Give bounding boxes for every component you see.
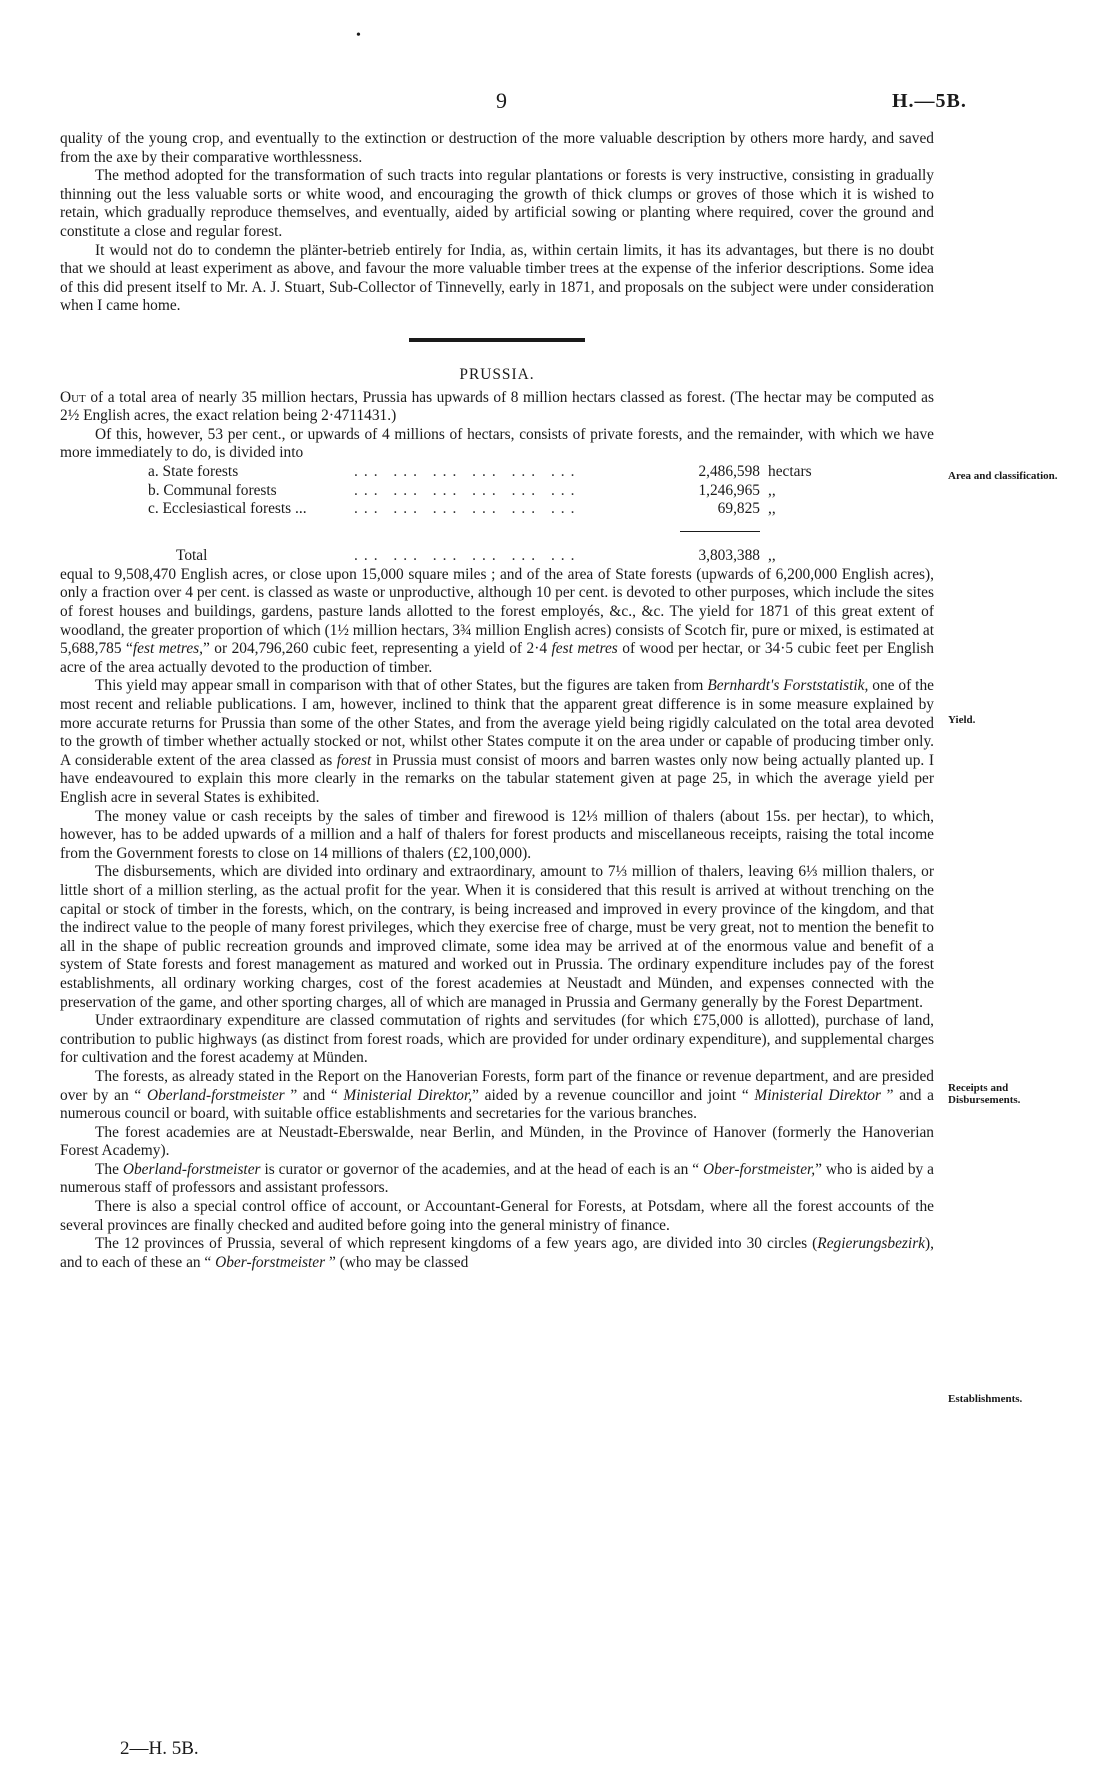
text-run: is curator or governor of the academies, and at the head of each is an “ (260, 1160, 704, 1178)
row-value: 2,486,598 (698, 462, 760, 480)
paragraph-money-value: The money value or cash receipts by the sales of timber and firewood is 12⅓ million of thalers (about 15s. per hectar), to which, however, has to be added upwards of a million and a half of thalers for forest products and miscellaneous receipts, raising the total income from the Government forests to close on 14 millions of thalers (£2,100,000). (60, 807, 934, 862)
text-run: ” and “ (284, 1086, 344, 1104)
lead-rest: of a total area of nearly 35 million hectars, Prussia has upwards of 8 million hectars classed as forest. (The hectar may be computed as 2½ English acres, the exact relation being 2·4711431.) (60, 388, 934, 425)
row-label: b. Communal forests (148, 481, 277, 499)
paragraph-extraordinary: Under extraordinary expenditure are classed commutation of rights and servitudes (for which £75,000 is allotted), purchase of land, contribution to public highways (as distinct from forest roads, which are provided for under ordinary expenditure), and supplemental charges for cultivation and the forest academy at Münden. (60, 1012, 934, 1067)
italic-term: Bernhardt's Forststatistik, (707, 677, 869, 695)
page-code: H.—5B. (892, 90, 967, 112)
sum-rule-row (148, 519, 848, 538)
row-value: 1,246,965 (698, 481, 760, 499)
lead-word: Out (60, 388, 86, 406)
row-value: 69,825 (717, 500, 760, 518)
paragraph-prussia-area (60, 389, 934, 426)
text-run: The (95, 1160, 123, 1178)
row-unit: ,, (768, 500, 776, 518)
body-text (60, 130, 934, 1272)
text-run: This yield may appear small in comparison with that of other States, but the figures are taken from (95, 677, 708, 695)
text-run: ” who is aided by a numerous staff of professors and assistant professors. (60, 1160, 934, 1197)
table-total-row (148, 547, 848, 566)
paragraph-yield (60, 566, 934, 678)
text-run: The forests, as already stated in the Report on the Hanoverian Forests, form part of the finance or revenue department, and are presided over by an “ (60, 1067, 934, 1104)
italic-term: Oberland-forstmeister (122, 1160, 261, 1178)
text-run: in Prussia must consist of moors and barren wastes only now being actually planted up. I have endeavoured to explain this more clearly in the remarks on the tabular statement given at page 25, in which the average yield per English acre in several States is exhibited. (60, 751, 934, 806)
section-title: PRUSSIA. (459, 365, 535, 383)
table-row (148, 463, 848, 482)
text-run: ” (who may be classed (325, 1253, 469, 1271)
italic-term: Ministerial Direktor, (343, 1086, 473, 1104)
leader-dots: ... ... ... ... ... ... (354, 481, 581, 499)
row-label: c. Ecclesiastical forests ... (148, 500, 307, 518)
text-run: ” aided by a revenue councillor and joint “ (472, 1086, 755, 1104)
italic-term: Regierungsbezirk (817, 1235, 926, 1253)
italic-term: Ober-forstmeister, (703, 1160, 816, 1178)
paragraph-private-forests: Of this, however, 53 per cent., or upwards of 4 millions of hectars, consists of private forests, and the remainder, with which we have more immediately to do, is divided into (60, 425, 934, 462)
italic-term: Ministerial Direktor (754, 1086, 881, 1104)
italic-term: forest (336, 751, 372, 769)
italic-term: fest metres (551, 640, 618, 658)
row-label: a. State forests (148, 462, 239, 480)
paragraph-provinces (60, 1235, 934, 1272)
paragraph-disbursements: The disbursements, which are divided into ordinary and extraordinary, amount to 7⅓ million of thalers, leaving 6⅓ million thalers, or little short of a million sterling, as the actual profit for the year. When it is considered that this result is arrived at without trenching on the capital or stock of timber in the forests, which, on the contrary, is being increased and improved in every province of the kingdom, and that the indirect value to the people of many forest privileges, which they exercise free of charge, must be very great, not to mention the benefit to all in the shape of public recreation grounds and improved climate, some idea may be arrived at of the enormous value and benefit of a system of State forests and forest management as matured and worked out in Prussia. The ordinary expenditure includes pay of the forest establishments, all ordinary working charges, cost of the forest academies at Neustadt and Münden, and expenses connected with the preservation of the game, and other sporting charges, all of which are managed in Prussia and Germany generally by the Forest Department. (60, 863, 934, 1011)
paragraph-establishments (60, 1068, 934, 1124)
margin-note-establishments: Establishments. (948, 1393, 1023, 1405)
leader-dots: ... ... ... ... ... ... (354, 462, 581, 480)
total-value: 3,803,388 (698, 547, 760, 565)
margin-note-yield: Yield. (948, 714, 976, 726)
section-divider (409, 338, 585, 342)
text-run: The 12 provinces of Prussia, several of which represent kingdoms of a few years ago, are divided into 30 circles ( (95, 1235, 818, 1253)
paragraph-intro-continuation: quality of the young crop, and eventually to the extinction or destruction of the more valuable description by others more hardy, and saved from the axe by their comparative worthlessness. (60, 130, 934, 166)
table-row (148, 500, 848, 519)
table-row (148, 482, 848, 501)
total-unit: ,, (768, 547, 776, 565)
paragraph-transformation-method: The method adopted for the transformation of such tracts into regular plantations or forests is very instructive, consisting in gradually thinning out the less valuable sorts or white wood, and encouraging the growth of thick clumps or groves of those which it is wished to retain, which gradually reproduce themselves, and eventually, aided by artificial sowing or planting where required, cover the ground and constitute a close and regular forest. (60, 167, 934, 240)
paragraph-academies: The forest academies are at Neustadt-Eberswalde, near Berlin, and Münden, in the Province of Hanover (formerly the Hanoverian Forest Academy). (60, 1123, 934, 1160)
row-unit: ,, (768, 481, 776, 499)
page-number: 9 (496, 88, 507, 113)
row-unit: hectars (768, 462, 812, 480)
italic-term: Ober-forstmeister (215, 1253, 326, 1271)
text-run: equal to 9,508,470 English acres, or close upon 15,000 square miles ; and of the area of State forests (upwards of 6,200,000 English acres), only a fraction over 4 per cent. is classed as waste or unproductive, although 10 per cent. is devoted to other purposes, which include the sites of forest houses and buildings, gardens, pasture lands allotted to the forest employés, &c., &c. The yield for 1871 of this great extent of woodland, the greater proportion of which (1½ million hectars, 3¾ million English acres) consists of Scotch fir, pure or mixed, is estimated at 5,688,785 “ (60, 565, 934, 658)
text-run: ), and to each of these an “ (60, 1235, 934, 1271)
leader-dots: ... ... ... ... ... ... (354, 500, 581, 518)
paragraph-control-office: There is also a special control office of account, or Accountant-General for Forests, at Potsdam, where all the forest accounts of the several provinces are finally checked and audited before going into the general ministry of finance. (60, 1198, 934, 1234)
page-footer: 2—H. 5B. (120, 1738, 199, 1759)
paragraph-small-yield (60, 677, 934, 807)
paragraph-planter-betrieb: It would not do to condemn the plänter-betrieb entirely for India, as, within certain limits, it has its advantages, but there is no doubt that we should at least experiment as above, and favour the more valuable timber trees at the expense of the inferior descriptions. Some idea of this did present itself to Mr. A. J. Stuart, Sub-Collector of Tinnevelly, early in 1871, and proposals on the subject were under consideration when I came home. (60, 241, 934, 315)
text-run: ” and a numerous council or board, with suitable office establishments and secretaries for the various branches. (60, 1086, 934, 1123)
margin-note-area: Area and classification. (948, 470, 1058, 482)
italic-term: Oberland-forstmeister (146, 1086, 285, 1104)
margin-note-receipts: Receipts and Disbursements. (948, 1082, 1021, 1106)
text-run: one of the most recent and reliable publications. I am, however, inclined to think that the apparent great difference is in some measure explained by more accurate returns for Prussia than some of the other States, and from the average yield being rigidly calculated on the total area devoted to the growth of timber whether actually stocked or not, whilst other States compute it on the area under or capable of producing timber only. A considerable extent of the area classed as (60, 677, 934, 769)
text-run: ” or 204,796,260 cubic feet, representing a yield of 2·4 (203, 640, 552, 658)
total-label: Total (176, 547, 208, 565)
text-run: of wood per hectar, or 34·5 cubic feet per English acre of the area actually devoted to the production of timber. (60, 640, 934, 676)
leader-dots: ... ... ... ... ... ... (354, 547, 581, 565)
italic-term: fest metres, (132, 640, 204, 658)
top-mark: • (356, 28, 361, 43)
sum-rule (680, 531, 760, 532)
paragraph-curator (60, 1161, 934, 1198)
forest-area-table (148, 463, 848, 566)
